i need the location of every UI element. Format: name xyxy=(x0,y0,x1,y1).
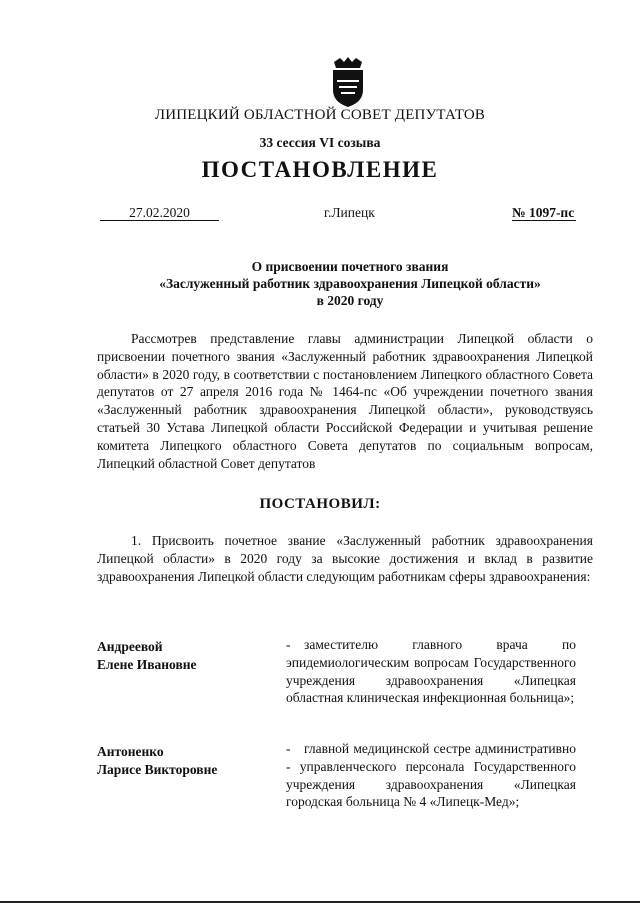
council-name: ЛИПЕЦКИЙ ОБЛАСТНОЙ СОВЕТ ДЕПУТАТОВ xyxy=(154,107,486,123)
awardee-given-name: Елене Ивановне xyxy=(97,656,197,672)
dash-marker: - xyxy=(286,637,291,652)
page-bottom-edge xyxy=(0,901,640,903)
dash-marker: - xyxy=(286,741,291,756)
document-number: № 1097-пс xyxy=(512,205,575,220)
document-date: 27.02.2020 xyxy=(100,205,219,221)
awardee-given-name: Ларисе Викторовне xyxy=(97,761,218,777)
awardee-surname: Антоненко xyxy=(97,744,164,759)
title-line-1: О присвоении почетного звания xyxy=(251,259,449,274)
coat-of-arms-icon xyxy=(328,56,368,108)
resolution-item-1: 1. Присвоить почетное звание «Заслуженный работник здравоохранения Липецкой области» в 2020 году за высокие достижения и вклад в развитие здравоохранения Липецкой области следующим работникам сферы здравоохранения: xyxy=(97,533,593,584)
decided-heading: ПОСТАНОВИЛ: xyxy=(259,496,381,512)
session-info: 33 сессия VI созыва xyxy=(259,135,381,150)
preamble-paragraph: Рассмотрев представление главы администрации Липецкой области о присвоении почетного звания «Заслуженный работник здравоохранения Липецкой области» в 2020 году, в соответствии с постановлением Липецкого областного Совета депутатов от 27 апреля 2016 года № 1464-пс «Об учреждении почетного звания «Заслуженный работник здравоохранения Липецкой области», руководствуясь статьей 30 Устава Липецкой области Российской Федерации и учитывая решение комитета Липецкого областного Совета депутатов по социальным вопросам, Липецкий областной Совет депутатов xyxy=(97,331,593,471)
title-line-2: «Заслуженный работник здравоохранения Липецкой области» xyxy=(159,276,541,291)
awardee-name xyxy=(97,743,277,778)
document-title xyxy=(100,258,600,309)
awardee-position-text: заместителю главного врача по эпидемиологическим вопросам Государственного учреждения здравоохранения «Липецкая областная клиническая инфекционная больница»; xyxy=(286,637,576,706)
awardee-name xyxy=(97,638,277,673)
awardee-position xyxy=(286,740,576,811)
document-city: г.Липецк xyxy=(324,205,375,220)
awardee-surname: Андреевой xyxy=(97,639,163,654)
awardee-position-text: главной медицинской сестре административно - управленческого персонала Государственного учреждения здравоохранения «Липецкая городская больница № 4 «Липецк-Мед»; xyxy=(286,741,576,810)
document-type: ПОСТАНОВЛЕНИЕ xyxy=(201,157,439,182)
awardee-position xyxy=(286,636,576,707)
title-line-3: в 2020 году xyxy=(316,293,384,308)
